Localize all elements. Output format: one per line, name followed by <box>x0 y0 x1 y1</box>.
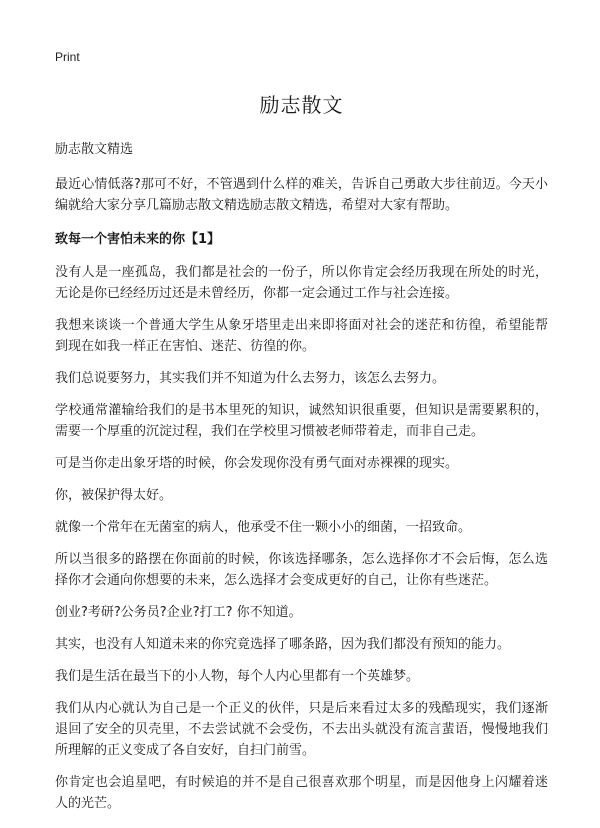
paragraph: 可是当你走出象牙塔的时候，你会发现你没有勇气面对赤裸裸的现实。 <box>55 456 459 471</box>
section-heading: 致每一个害怕未来的你【1】 <box>55 232 221 247</box>
paragraph: 创业?考研?公务员?企业?打工? 你不知道。 <box>55 605 302 620</box>
document-subtitle: 励志散文精选 <box>55 142 134 157</box>
page-title: 励志散文 <box>259 93 344 117</box>
paragraph: 所以当很多的路摆在你面前的时候，你该选择哪条，怎么选择你才不会后悔，怎么选择你才会通向你想要的未来，怎么选择才会变成更好的自己，让你有些迷茫。 <box>55 552 548 588</box>
paragraph: 你，被保护得太好。 <box>55 488 173 503</box>
paragraph: 就像一个常年在无菌室的病人，他承受不住一颗小小的细菌，一招致命。 <box>55 520 472 535</box>
paragraph: 其实，也没有人知道未来的你究竟选择了哪条路，因为我们都没有预知的能力。 <box>55 637 511 652</box>
article-body <box>55 262 548 814</box>
paragraph: 你肯定也会追星吧，有时候追的并不是自己很喜欢那个明星，而是因他身上闪耀着迷人的光芒。 <box>55 775 548 811</box>
print-link[interactable]: Print <box>55 50 80 64</box>
intro-paragraph: 最近心情低落?那可不好，不管遇到什么样的难关，告诉自己勇敢大步往前迈。今天小编就给大家分享几篇励志散文精选励志散文精选，希望对大家有帮助。 <box>55 177 548 213</box>
paragraph: 我们总说要努力，其实我们并不知道为什么去努力，该怎么去努力。 <box>55 371 446 386</box>
paragraph: 我们是生活在最当下的小人物，每个人内心里都有一个英雄梦。 <box>55 669 420 684</box>
paragraph: 我想来谈谈一个普通大学生从象牙塔里走出来即将面对社会的迷茫和彷徨，希望能帮到现在如我一样正在害怕、迷茫、彷徨的你。 <box>55 318 548 354</box>
paragraph: 学校通常灌输给我们的是书本里死的知识，诚然知识很重要，但知识是需要累积的，需要一个厚重的沉淀过程，我们在学校里习惯被老师带着走，而非自己走。 <box>55 403 548 439</box>
paragraph: 没有人是一座孤岛，我们都是社会的一份子，所以你肯定会经历我现在所处的时光，无论是你已经经历过还是未曾经历，你都一定会通过工作与社会连接。 <box>55 265 548 301</box>
paragraph: 我们从内心就认为自己是一个正义的伙伴，只是后来看过太多的残酷现实，我们逐渐退回了安全的贝壳里，不去尝试就不会受伤，不去出头就没有流言蜚语，慢慢地我们所理解的正义变成了各自安好，自扫门前雪。 <box>55 701 548 758</box>
